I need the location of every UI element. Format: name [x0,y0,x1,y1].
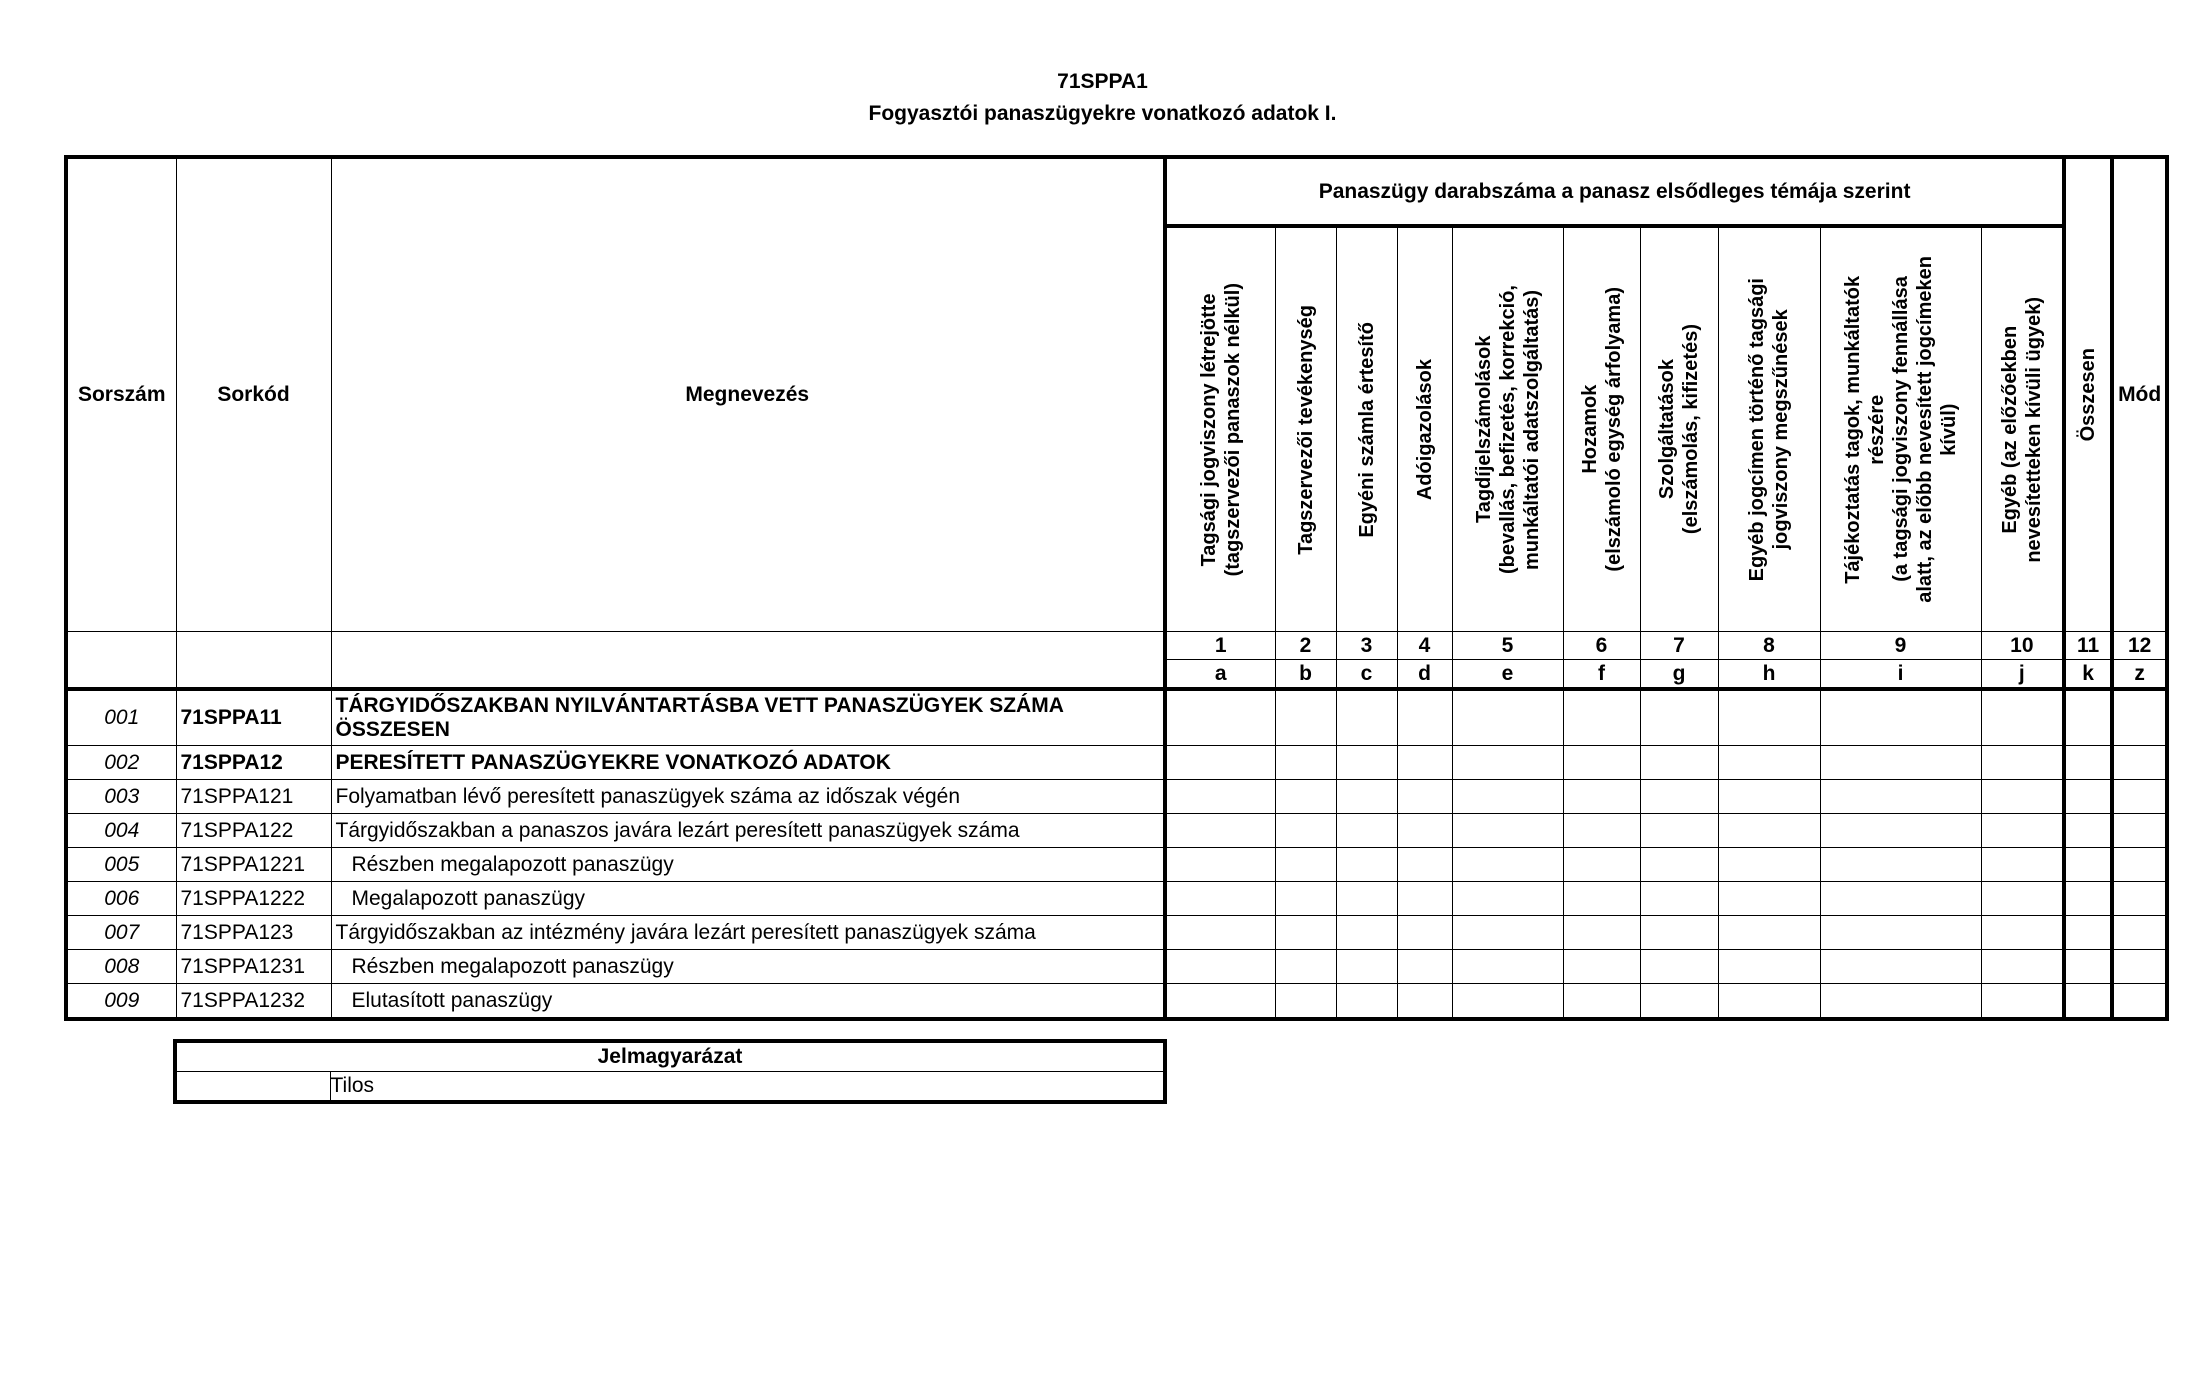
data-cell[interactable] [1452,746,1563,780]
table-row [66,916,2167,950]
data-cell[interactable] [1397,916,1452,950]
data-cell[interactable] [1640,916,1718,950]
row-sorszam: 002 [66,746,176,780]
col-letter: g [1640,660,1718,690]
data-cell[interactable] [2112,848,2167,882]
data-cell[interactable] [2112,814,2167,848]
data-cell[interactable] [1397,950,1452,984]
data-cell[interactable] [1820,814,1981,848]
data-cell[interactable] [1718,916,1820,950]
data-cell[interactable] [1640,882,1718,916]
col-number: 1 [1165,632,1275,660]
data-cell[interactable] [1165,950,1275,984]
col-number: 5 [1452,632,1563,660]
header-group: Panaszügy darabszáma a panasz elsődleges témája szerint [1165,157,2064,226]
data-cell[interactable] [1275,950,1336,984]
data-cell[interactable] [1165,984,1275,1020]
table-row [66,814,2167,848]
data-cell[interactable] [1165,814,1275,848]
row-sorkod: 71SPPA11 [176,689,331,746]
data-cell[interactable] [1563,689,1640,746]
data-cell[interactable] [1165,689,1275,746]
legend-swatch [175,1072,330,1103]
data-cell[interactable] [1452,984,1563,1020]
col-letter: d [1397,660,1452,690]
table-row [66,848,2167,882]
header-megnevezes: Megnevezés [331,157,1165,632]
data-cell[interactable] [2112,746,2167,780]
data-cell[interactable] [1563,814,1640,848]
data-cell[interactable] [1397,848,1452,882]
col-letter: a [1165,660,1275,690]
data-cell[interactable] [2064,882,2112,916]
data-cell[interactable] [2064,780,2112,814]
data-cell[interactable] [1981,814,2064,848]
data-cell[interactable] [1452,848,1563,882]
row-sorkod: 71SPPA1231 [176,950,331,984]
data-cell[interactable] [1820,848,1981,882]
col-letter: i [1820,660,1981,690]
data-cell[interactable] [1820,882,1981,916]
data-cell[interactable] [2064,916,2112,950]
table-row [66,689,2167,746]
data-cell[interactable] [1397,814,1452,848]
data-cell[interactable] [2064,746,2112,780]
col-letter: e [1452,660,1563,690]
row-sorkod: 71SPPA1232 [176,984,331,1020]
data-cell[interactable] [1336,950,1397,984]
row-sorkod: 71SPPA12 [176,746,331,780]
data-cell[interactable] [1165,916,1275,950]
data-cell[interactable] [1563,848,1640,882]
data-cell[interactable] [1397,689,1452,746]
col-number: 9 [1820,632,1981,660]
data-cell[interactable] [1640,746,1718,780]
data-cell[interactable] [1275,916,1336,950]
col-number: 7 [1640,632,1718,660]
row-sorszam: 009 [66,984,176,1020]
row-sorszam: 008 [66,950,176,984]
data-cell[interactable] [2064,689,2112,746]
data-cell[interactable] [1820,950,1981,984]
header-col-5: Tagdíjelszámolások (bevallás, befizetés, korrekció, munkáltatói adatszolgáltatás) [1452,226,1563,632]
col-letter: h [1718,660,1820,690]
data-cell[interactable] [1718,814,1820,848]
col-number: 10 [1981,632,2064,660]
header-spacer [331,632,1165,690]
data-cell[interactable] [1820,984,1981,1020]
legend-label: Tilos [330,1072,1165,1103]
header-osszesen: Összesen [2064,157,2112,632]
row-megnevezes: Tárgyidőszakban az intézmény javára lezárt peresített panaszügyek száma [331,916,1165,950]
data-cell[interactable] [1563,780,1640,814]
col-number: 4 [1397,632,1452,660]
data-cell[interactable] [1275,984,1336,1020]
data-cell[interactable] [1336,916,1397,950]
row-megnevezes: Folyamatban lévő peresített panaszügyek száma az időszak végén [331,780,1165,814]
data-cell[interactable] [2112,882,2167,916]
col-number: 6 [1563,632,1640,660]
data-cell[interactable] [1336,780,1397,814]
data-cell[interactable] [1820,689,1981,746]
data-cell[interactable] [1640,984,1718,1020]
data-cell[interactable] [1397,882,1452,916]
data-cell[interactable] [2112,950,2167,984]
col-letter: c [1336,660,1397,690]
data-cell[interactable] [1981,780,2064,814]
form-title: Fogyasztói panaszügyekre vonatkozó adatok I. [868,102,1337,125]
col-letter: j [1981,660,2064,690]
row-megnevezes: TÁRGYIDŐSZAKBAN NYILVÁNTARTÁSBA VETT PANASZÜGYEK SZÁMA ÖSSZESEN [331,689,1165,746]
table-row [66,950,2167,984]
data-cell[interactable] [1452,916,1563,950]
data-cell[interactable] [2112,916,2167,950]
data-cell[interactable] [1165,780,1275,814]
header-spacer [66,632,176,690]
data-cell[interactable] [1640,689,1718,746]
row-megnevezes: PERESÍTETT PANASZÜGYEKRE VONATKOZÓ ADATOK [331,746,1165,780]
data-cell[interactable] [1336,746,1397,780]
data-cell[interactable] [1981,916,2064,950]
data-cell[interactable] [1640,780,1718,814]
header-col-9: Tájékoztatás tagok, munkáltatók részére (a tagsági jogviszony fennállása alatt, az előbb nevesített jogcímeken kívül) [1820,226,1981,632]
data-cell[interactable] [1336,814,1397,848]
data-cell[interactable] [1640,950,1718,984]
data-cell[interactable] [1397,984,1452,1020]
data-cell[interactable] [1452,689,1563,746]
data-cell[interactable] [1718,882,1820,916]
data-cell[interactable] [2064,950,2112,984]
data-cell[interactable] [1452,882,1563,916]
data-cell[interactable] [1981,746,2064,780]
data-cell[interactable] [1336,848,1397,882]
data-cell[interactable] [1397,746,1452,780]
data-cell[interactable] [1452,814,1563,848]
col-letter: f [1563,660,1640,690]
data-cell[interactable] [1981,848,2064,882]
data-cell[interactable] [1563,882,1640,916]
row-sorszam: 005 [66,848,176,882]
data-cell[interactable] [2064,848,2112,882]
data-cell[interactable] [1275,780,1336,814]
header-sorkod: Sorkód [176,157,331,632]
header-sorszam: Sorszám [66,157,176,632]
header-col-7: Szolgáltatások (elszámolás, kifizetés) [1640,226,1718,632]
data-cell[interactable] [1820,780,1981,814]
row-sorszam: 003 [66,780,176,814]
header-col-3: Egyéni számla értesítő [1336,226,1397,632]
row-sorkod: 71SPPA1221 [176,848,331,882]
row-megnevezes: Részben megalapozott panaszügy [331,950,1165,984]
data-cell[interactable] [1820,916,1981,950]
data-cell[interactable] [1165,882,1275,916]
data-cell[interactable] [1275,848,1336,882]
header-col-2: Tagszervezői tevékenység [1275,226,1336,632]
header-col-8: Egyéb jogcímen történő tagsági jogviszony megszűnések [1718,226,1820,632]
table-row [66,882,2167,916]
col-number: 11 [2064,632,2112,660]
data-cell[interactable] [1563,984,1640,1020]
data-cell[interactable] [2064,814,2112,848]
data-cell[interactable] [1981,950,2064,984]
row-sorszam: 004 [66,814,176,848]
legend-title: Jelmagyarázat [175,1041,1165,1072]
row-megnevezes: Részben megalapozott panaszügy [331,848,1165,882]
legend-table [173,1039,1167,1104]
col-number: 2 [1275,632,1336,660]
header-spacer [176,632,331,690]
row-sorszam: 007 [66,916,176,950]
data-cell[interactable] [1718,689,1820,746]
data-cell[interactable] [1452,780,1563,814]
data-cell[interactable] [1336,882,1397,916]
row-sorkod: 71SPPA1222 [176,882,331,916]
col-letter: k [2064,660,2112,690]
data-cell[interactable] [1336,984,1397,1020]
table-row [66,746,2167,780]
data-cell[interactable] [1981,984,2064,1020]
header-mod: Mód [2112,157,2167,632]
data-cell[interactable] [1397,780,1452,814]
col-letter: b [1275,660,1336,690]
data-cell[interactable] [1275,814,1336,848]
data-cell[interactable] [1981,882,2064,916]
data-cell[interactable] [1275,746,1336,780]
data-cell[interactable] [2064,984,2112,1020]
data-cell[interactable] [2112,984,2167,1020]
data-cell[interactable] [1718,746,1820,780]
form-code: 71SPPA1 [1057,70,1148,93]
data-cell[interactable] [1336,689,1397,746]
row-sorszam: 006 [66,882,176,916]
header-col-4: Adóigazolások [1397,226,1452,632]
data-cell[interactable] [1981,689,2064,746]
data-table [64,155,2169,1021]
data-cell[interactable] [1452,950,1563,984]
data-cell[interactable] [1165,848,1275,882]
row-sorkod: 71SPPA123 [176,916,331,950]
data-cell[interactable] [1563,950,1640,984]
data-cell[interactable] [1275,689,1336,746]
data-cell[interactable] [2112,689,2167,746]
data-cell[interactable] [2112,780,2167,814]
header-col-6: Hozamok (elszámoló egység árfolyama) [1563,226,1640,632]
col-letter: z [2112,660,2167,690]
row-sorszam: 001 [66,689,176,746]
col-number: 12 [2112,632,2167,660]
row-sorkod: 71SPPA122 [176,814,331,848]
data-cell[interactable] [1165,746,1275,780]
data-cell[interactable] [1718,848,1820,882]
col-number: 8 [1718,632,1820,660]
data-cell[interactable] [1820,746,1981,780]
table-row [66,984,2167,1020]
row-megnevezes: Elutasított panaszügy [331,984,1165,1020]
data-cell[interactable] [1563,746,1640,780]
row-megnevezes: Megalapozott panaszügy [331,882,1165,916]
data-cell[interactable] [1718,780,1820,814]
data-cell[interactable] [1563,916,1640,950]
table-row [66,780,2167,814]
header-col-1: Tagsági jogviszony létrejötte (tagszervezői panaszok nélkül) [1165,226,1275,632]
data-cell[interactable] [1640,848,1718,882]
row-megnevezes: Tárgyidőszakban a panaszos javára lezárt peresített panaszügyek száma [331,814,1165,848]
header-col-10: Egyéb (az előzőekben nevesítetteken kívüli ügyek) [1981,226,2064,632]
data-cell[interactable] [1640,814,1718,848]
data-cell[interactable] [1275,882,1336,916]
row-sorkod: 71SPPA121 [176,780,331,814]
data-cell[interactable] [1718,984,1820,1020]
data-cell[interactable] [1718,950,1820,984]
col-number: 3 [1336,632,1397,660]
